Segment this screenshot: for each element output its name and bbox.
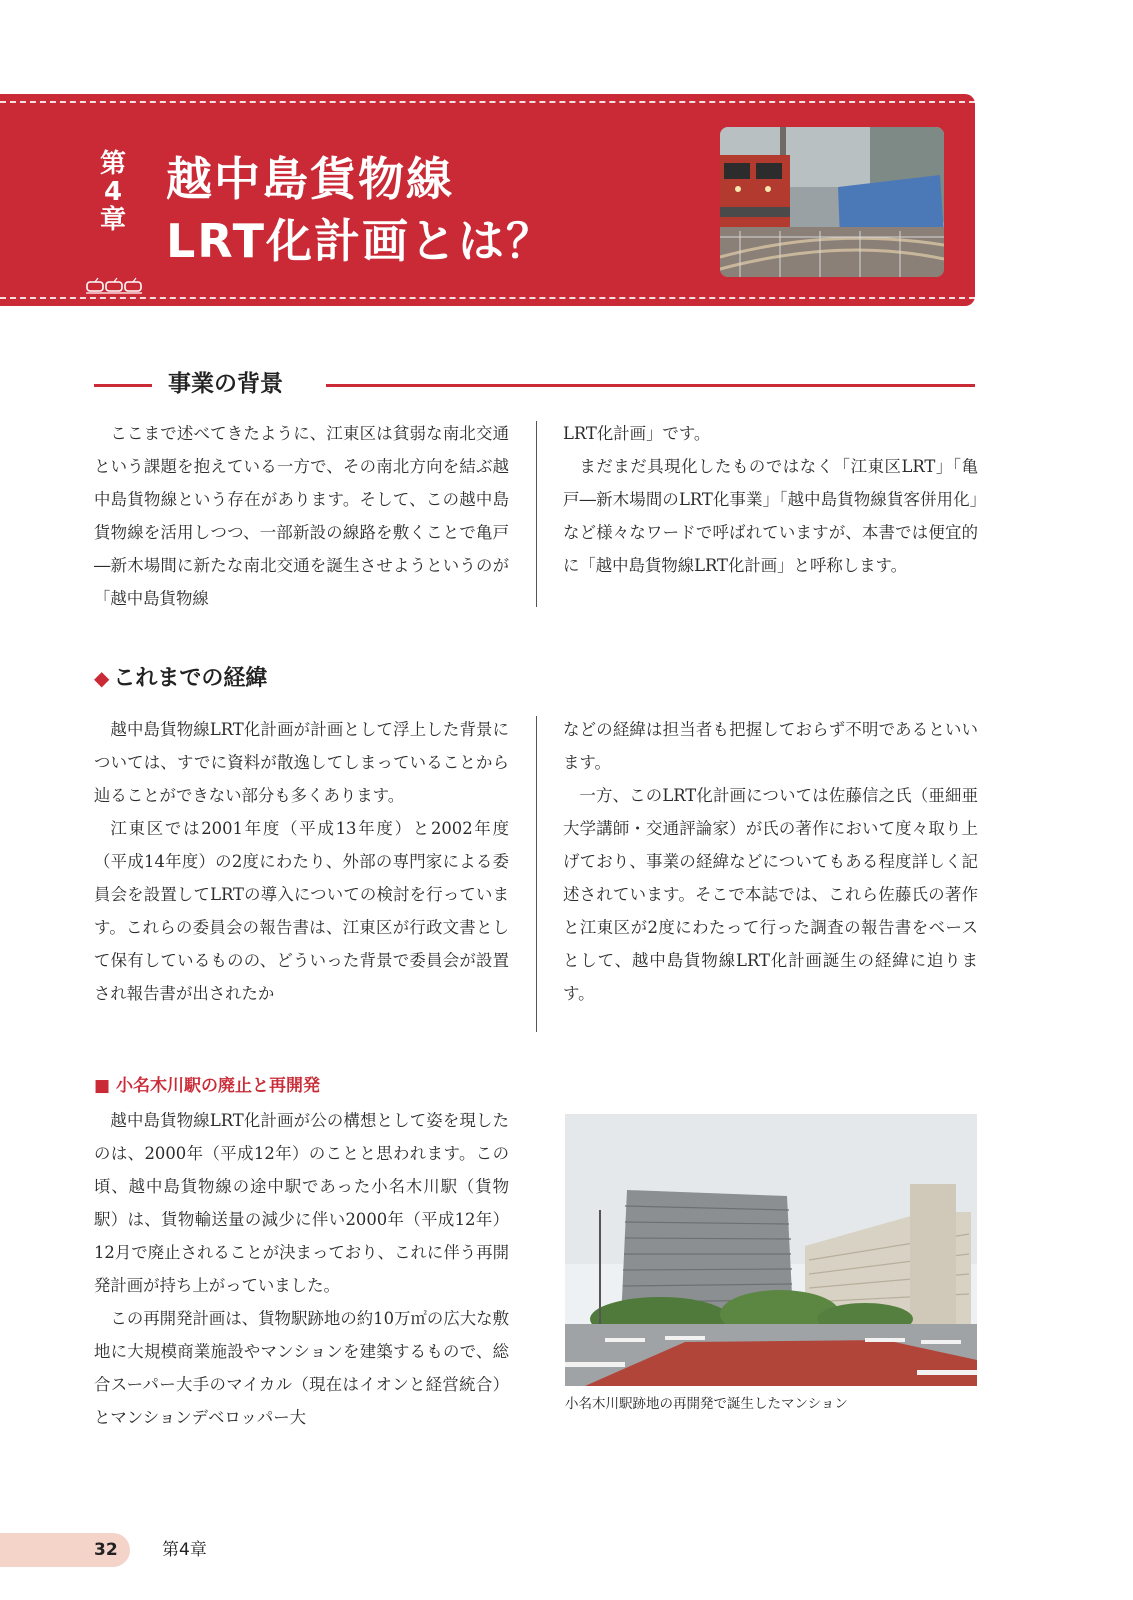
section1-left-column <box>94 417 509 615</box>
paragraph: この再開発計画は、貨物駅跡地の約10万㎡の広大な敷地に大規模商業施設やマンションを建築するもので、総合スーパー大手のマイカル（現在はイオンと経営統合）とマンションデベロッパー大 <box>94 1309 509 1427</box>
section1-right-column <box>563 417 978 582</box>
paragraph: まだまだ具現化したものではなく「江東区LRT」「亀戸―新木場間のLRT化事業」「越中島貨物線貨客併用化」など様々なワードで呼ばれていますが、本書では便宜的に「越中島貨物線LRT化計画」と呼称します。 <box>563 457 978 575</box>
subsection-heading-label: これまでの経緯 <box>113 666 268 691</box>
section-heading-label: 事業の背景 <box>168 371 283 397</box>
chapter-title <box>166 148 554 272</box>
section2-right-column <box>563 713 978 1010</box>
chapter-title-line: LRT化計画とは？ <box>166 214 555 268</box>
column-divider <box>536 716 537 1032</box>
paragraph: ここまで述べてきたように、江東区は貧弱な南北交通という課題を抱えている一方で、その南北方向を結ぶ越中島貨物線という存在があります。そして、この越中島貨物線を活用しつつ、一部新設の線路を敷くことで亀戸―新木場間に新たな南北交通を誕生させようというのが「越中島貨物線 <box>94 424 509 608</box>
chapter-photo <box>720 127 944 277</box>
apartment-photo <box>565 1114 977 1386</box>
heading-rule-left <box>94 384 152 387</box>
tram-icon <box>86 277 142 295</box>
page-number: 32 <box>94 1540 118 1560</box>
chapter-tag-char: 第 <box>99 149 126 179</box>
paragraph: 越中島貨物線LRT化計画が公の構想として姿を現したのは、2000年（平成12年）のことと思われます。この頃、越中島貨物線の途中駅であった小名木川駅（貨物駅）は、貨物輸送量の減少に伴い2000年（平成12年）12月で廃止されることが決まっており、これに伴う再開発計画が持ち上がっていました。 <box>94 1111 509 1295</box>
chapter-title-line: 越中島貨物線 <box>166 152 454 206</box>
section3-left-column <box>94 1104 509 1434</box>
subsection-heading <box>94 662 267 695</box>
minor-heading: ■ 小名木川駅の廃止と再開発 <box>94 1076 320 1096</box>
section2-left-column <box>94 713 509 1010</box>
column-divider <box>536 421 537 607</box>
paragraph: 江東区では2001年度（平成13年度）と2002年度（平成14年度）の2度にわたり、外部の専門家による委員会を設置してLRTの導入についての検討を行っています。これらの委員会の報告書は、江東区が行政文書として保有しているものの、どういった背景で委員会が設置され報告書が出されたか <box>94 819 509 1003</box>
apartment-buildings-photo <box>565 1114 977 1386</box>
freight-train-photo <box>720 127 944 277</box>
paragraph: 一方、このLRT化計画については佐藤信之氏（亜細亜大学講師・交通評論家）が氏の著作において度々取り上げており、事業の経緯などについてもある程度詳しく記述されています。そこで本誌では、これら佐藤氏の著作と江東区が2度にわたって行った調査の報告書をベースとして、越中島貨物線LRT化計画誕生の経緯に迫ります。 <box>563 786 978 1003</box>
chapter-tag <box>96 150 130 234</box>
section-heading <box>94 366 975 402</box>
chapter-tag-number: 4 <box>103 177 123 207</box>
chapter-tag-char: 章 <box>99 205 126 235</box>
paragraph: 越中島貨物線LRT化計画が計画として浮上した背景については、すでに資料が散逸してしまっていることから辿ることができない部分も多くあります。 <box>94 720 509 805</box>
paragraph: LRT化計画」です。 <box>563 424 711 443</box>
photo-caption: 小名木川駅跡地の再開発で誕生したマンション <box>565 1396 848 1412</box>
banner-dash-bottom <box>0 297 975 299</box>
diamond-icon: ◆ <box>94 666 110 690</box>
footer-chapter-label: 第4章 <box>162 1540 207 1560</box>
banner-dash-top <box>0 101 975 103</box>
paragraph: などの経緯は担当者も把握しておらず不明であるといいます。 <box>563 720 978 772</box>
heading-rule-right <box>326 384 975 387</box>
